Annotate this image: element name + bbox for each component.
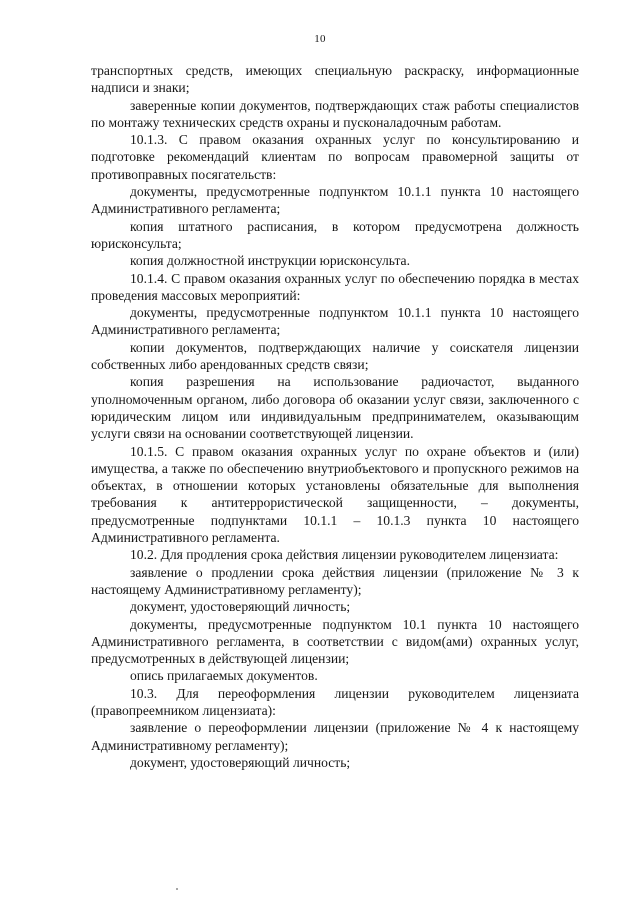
paragraph: 10.3. Для переоформления лицензии руководителем лицензиата (правопреемником лицензиата):: [91, 685, 579, 718]
paragraph: 10.1.4. С правом оказания охранных услуг по обеспечению порядка в местах проведения массовых мероприятий:: [91, 270, 579, 303]
paragraph: документ, удостоверяющий личность;: [130, 754, 351, 770]
paragraph: документ, удостоверяющий личность;: [130, 599, 351, 615]
paragraph: копия должностной инструкции юрисконсульта.: [130, 253, 410, 269]
paragraph: 10.2. Для продления срока действия лицензии руководителем лицензиата:: [130, 547, 559, 563]
paragraph: 10.1.5. С правом оказания охранных услуг по охране объектов и (или) имущества, а также по обеспечению внутриобъектового и пропускного режимов на объектах, в отношении которых установлены обязательные для выполнения требования к антитеррористической защищенности, – документы, предусмотренные подпунктами 10.1.1 – 10.1.3 пункта 10 настоящего Административного регламента.: [91, 443, 579, 546]
paragraph: копии документов, подтверждающих наличие у соискателя лицензии собственных либо арендованных средств связи;: [91, 339, 579, 373]
paragraph: документы, предусмотренные подпунктом 10.1 пункта 10 настоящего Административного регламента, в соответствии с видом(ами) охранных услуг, предусмотренных в действующей лицензии;: [91, 616, 579, 667]
paragraph: копия штатного расписания, в котором предусмотрена должность юрисконсульта;: [91, 218, 579, 251]
page-number: 10: [314, 33, 326, 45]
paragraph: заявление о переоформлении лицензии (приложение № 4 к настоящему Административному регламенту);: [91, 720, 579, 753]
paragraph: заявление о продлении срока действия лицензии (приложение № 3 к настоящему Административному регламенту);: [91, 564, 579, 597]
document-body: [91, 62, 579, 771]
paragraph: заверенные копии документов, подтверждающих стаж работы специалистов по монтажу технических средств охраны и пусконаладочным работам.: [91, 97, 579, 130]
paragraph: 10.1.3. С правом оказания охранных услуг по консультированию и подготовке рекомендаций клиентам по вопросам правомерной защиты от противоправных посягательств:: [91, 132, 579, 182]
scan-speck: [176, 888, 178, 890]
paragraph: документы, предусмотренные подпунктом 10.1.1 пункта 10 настоящего Административного регламента;: [91, 305, 579, 338]
paragraph: документы, предусмотренные подпунктом 10.1.1 пункта 10 настоящего Административного регламента;: [91, 184, 579, 217]
paragraph: транспортных средств, имеющих специальную раскраску, информационные надписи и знаки;: [91, 63, 579, 96]
paragraph: опись прилагаемых документов.: [130, 668, 318, 684]
paragraph: копия разрешения на использование радиочастот, выданного уполномоченным органом, либо договора об оказании услуг связи, заключенного с юридическим лицом или индивидуальным предпринимателем, оказывающим услуги связи на основании соответствующей лицензии.: [91, 374, 579, 442]
